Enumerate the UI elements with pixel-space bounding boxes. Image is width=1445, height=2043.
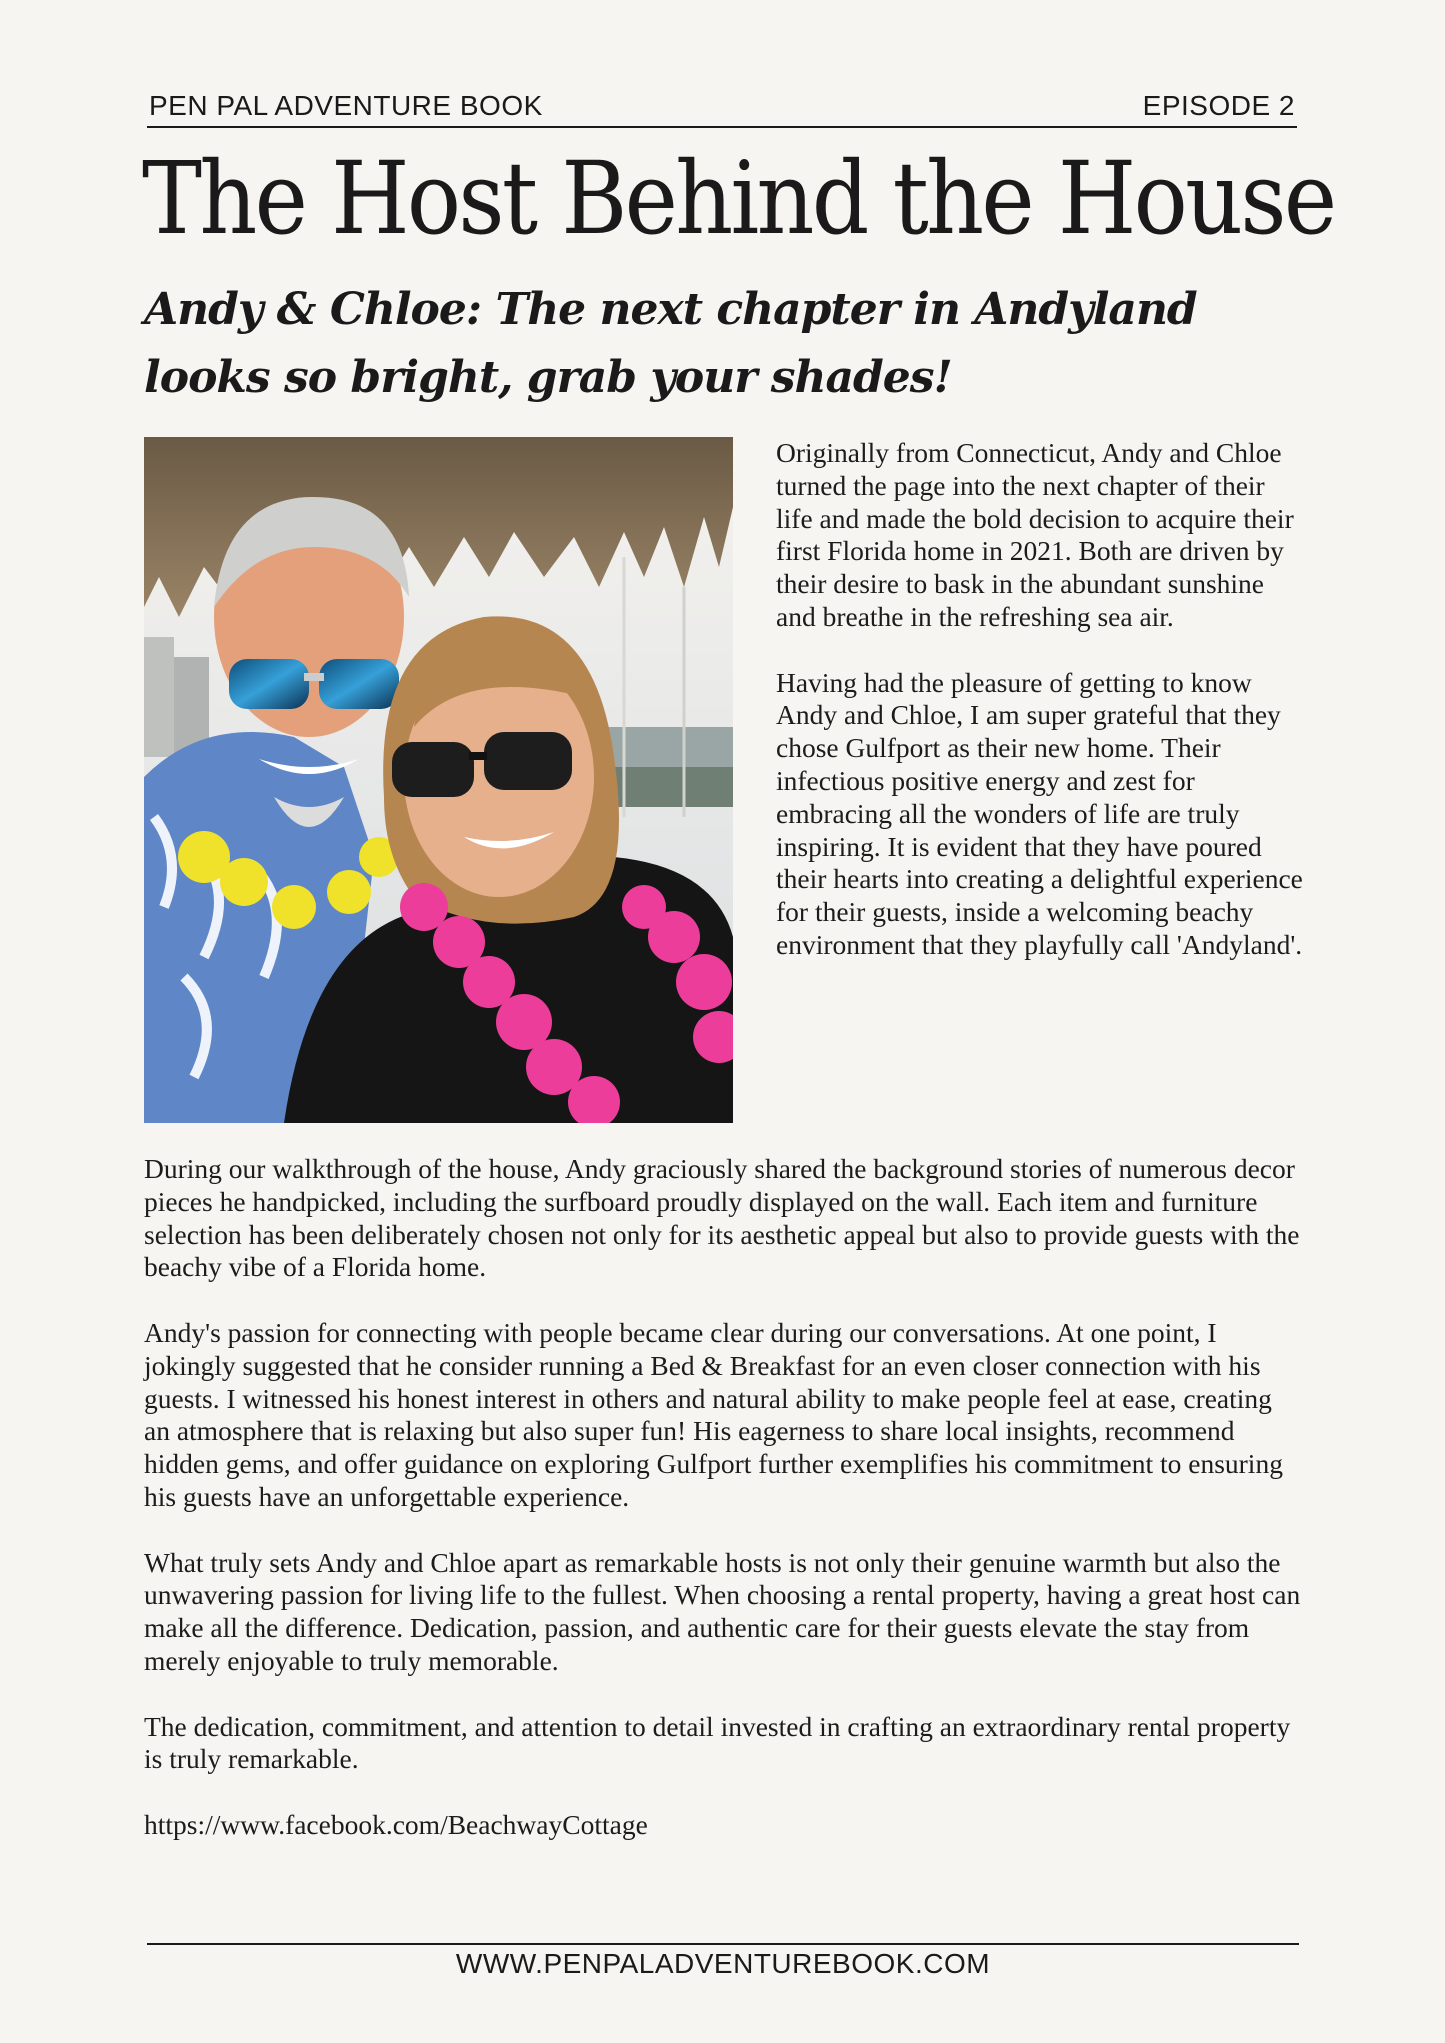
body-paragraph: Andy's passion for connecting with people became clear during our conversations. At one point, I jokingly suggested that he consider running a Bed & Breakfast for an even closer connection with his guests. I witnessed his honest interest in others and natural ability to make people feel at ease, creating an atmosphere that is relaxing but also super fun! His eagerness to share local insights, recommend hidden gems, and offer guidance on exploring Gulfport further exemplifies his commitment to ensuring his guests have an unforgettable experience. [144, 1316, 1283, 1512]
intro-paragraph: Originally from Connecticut, Andy and Chloe turned the page into the next chapter of their life and made the bold decision to acquire their first Florida home in 2021. Both are driven by their desire to bask in the abundant sunshine and breathe in the refreshing sea air. [776, 437, 1294, 632]
publication-name: PEN PAL ADVENTURE BOOK [149, 90, 543, 121]
facebook-link[interactable]: https://www.facebook.com/BeachwayCottage [144, 1808, 648, 1840]
host-couple-photo [144, 437, 733, 1123]
article-title: The Host Behind the House [142, 140, 1335, 257]
footer-divider [147, 1943, 1299, 1945]
article-subtitle: Andy & Chloe: The next chapter in Andyland looks so bright, grab your shades! [144, 284, 1197, 403]
intro-paragraph: Having had the pleasure of getting to know Andy and Chloe, I am super grateful that they chose Gulfport as their new home. Their infectious positive energy and zest for embracing all the wonders of life are truly inspiring. It is evident that they have poured their hearts into creating a delightful experience for their guests, inside a welcoming beachy environment that they playfully call 'Andyland'. [776, 666, 1303, 960]
main-column [144, 1153, 1304, 1875]
body-paragraph: During our walkthrough of the house, Andy graciously shared the background stories of numerous decor pieces he handpicked, including the surfboard proudly displayed on the wall. Each item and furniture selection has been deliberately chosen not only for its aesthetic appeal but also to provide guests with the beachy vibe of a Florida home. [144, 1153, 1300, 1283]
body-paragraph: The dedication, commitment, and attention to detail invested in crafting an extraordinary rental property is truly remarkable. [144, 1710, 1291, 1775]
header-bar [147, 86, 1297, 128]
body-paragraph: What truly sets Andy and Chloe apart as remarkable hosts is not only their genuine warmth but also the unwavering passion for living life to the fullest. When choosing a rental property, having a great host can make all the difference. Dedication, passion, and authentic care for their guests elevate the stay from merely enjoyable to truly memorable. [144, 1546, 1301, 1676]
intro-column [776, 437, 1306, 995]
episode-label: EPISODE 2 [1142, 90, 1295, 121]
footer-website-link[interactable]: WWW.PENPALADVENTUREBOOK.COM [455, 1948, 991, 1979]
